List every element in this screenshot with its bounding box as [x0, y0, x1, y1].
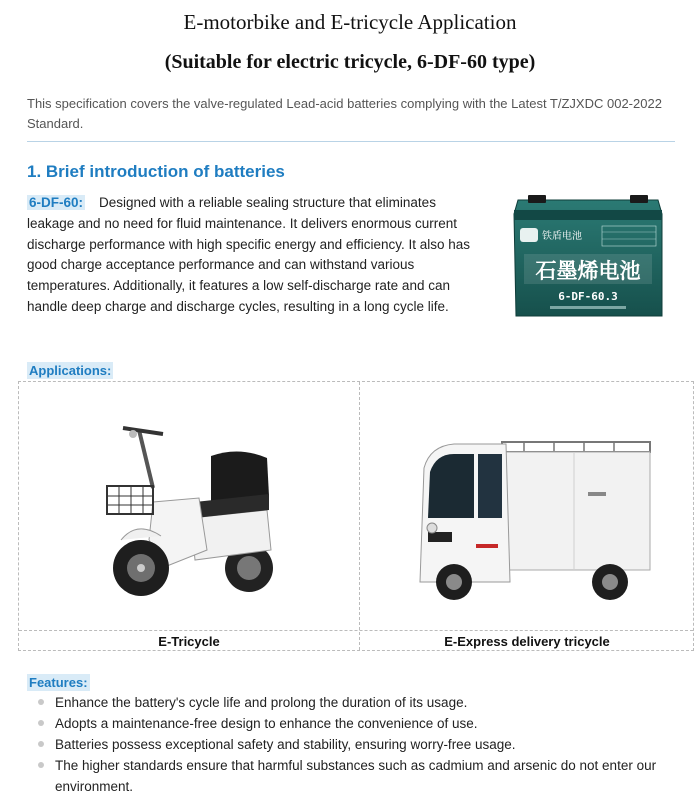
features-tag: Features:: [29, 675, 88, 690]
battery-description-text: Designed with a reliable sealing structure that eliminates leakage and no need for fluid maintenance. It delivers enormous current discharge performance with high specific energy and efficiency. It also has good charge acceptance performance and can withstand various temperatures. Additionally, it features a low self-discharge rate and can handle deep charge and discharge cycles, resulting in a long cycle life.: [27, 195, 470, 314]
table-divider-horizontal: [19, 630, 693, 631]
page-subtitle: (Suitable for electric tricycle, 6-DF-60 type): [164, 51, 536, 73]
list-item: Adopts a maintenance-free design to enhance the convenience of use.: [27, 713, 687, 734]
e-tricycle-image: [99, 410, 279, 605]
battery-description: [27, 193, 482, 318]
page-title: E-motorbike and E-tricycle Application: [183, 10, 517, 34]
caption-e-express-delivery-tricycle: E-Express delivery tricycle: [444, 634, 610, 649]
divider: [27, 141, 675, 142]
list-item: Enhance the battery's cycle life and prolong the duration of its usage.: [27, 692, 687, 713]
section-heading-brief-introduction: 1. Brief introduction of batteries: [27, 162, 285, 181]
battery-image: [510, 192, 666, 324]
applications-tag: Applications:: [29, 363, 112, 378]
battery-brand: 铁盾电池: [542, 231, 582, 242]
table-divider-vertical: [359, 382, 360, 650]
caption-e-tricycle: E-Tricycle: [158, 634, 220, 649]
battery-model-tag: 6-DF-60:: [29, 195, 84, 210]
list-item: Batteries possess exceptional safety and stability, ensuring worry-free usage.: [27, 734, 687, 755]
battery-model-text: 6-DF-60.3: [558, 290, 618, 303]
features-list: [27, 692, 687, 797]
battery-big-text: 石墨烯电池: [535, 259, 641, 283]
applications-table: [18, 381, 694, 651]
features-label: [27, 674, 90, 692]
specification-text: This specification covers the valve-regulated Lead-acid batteries complying with the Latest T/ZJXDC 002-2022 Standard.: [27, 96, 662, 131]
list-item: The higher standards ensure that harmful substances such as cadmium and arsenic do not enter our environment.: [27, 755, 687, 797]
applications-label: [27, 362, 113, 380]
e-express-delivery-tricycle-image: [414, 432, 654, 602]
